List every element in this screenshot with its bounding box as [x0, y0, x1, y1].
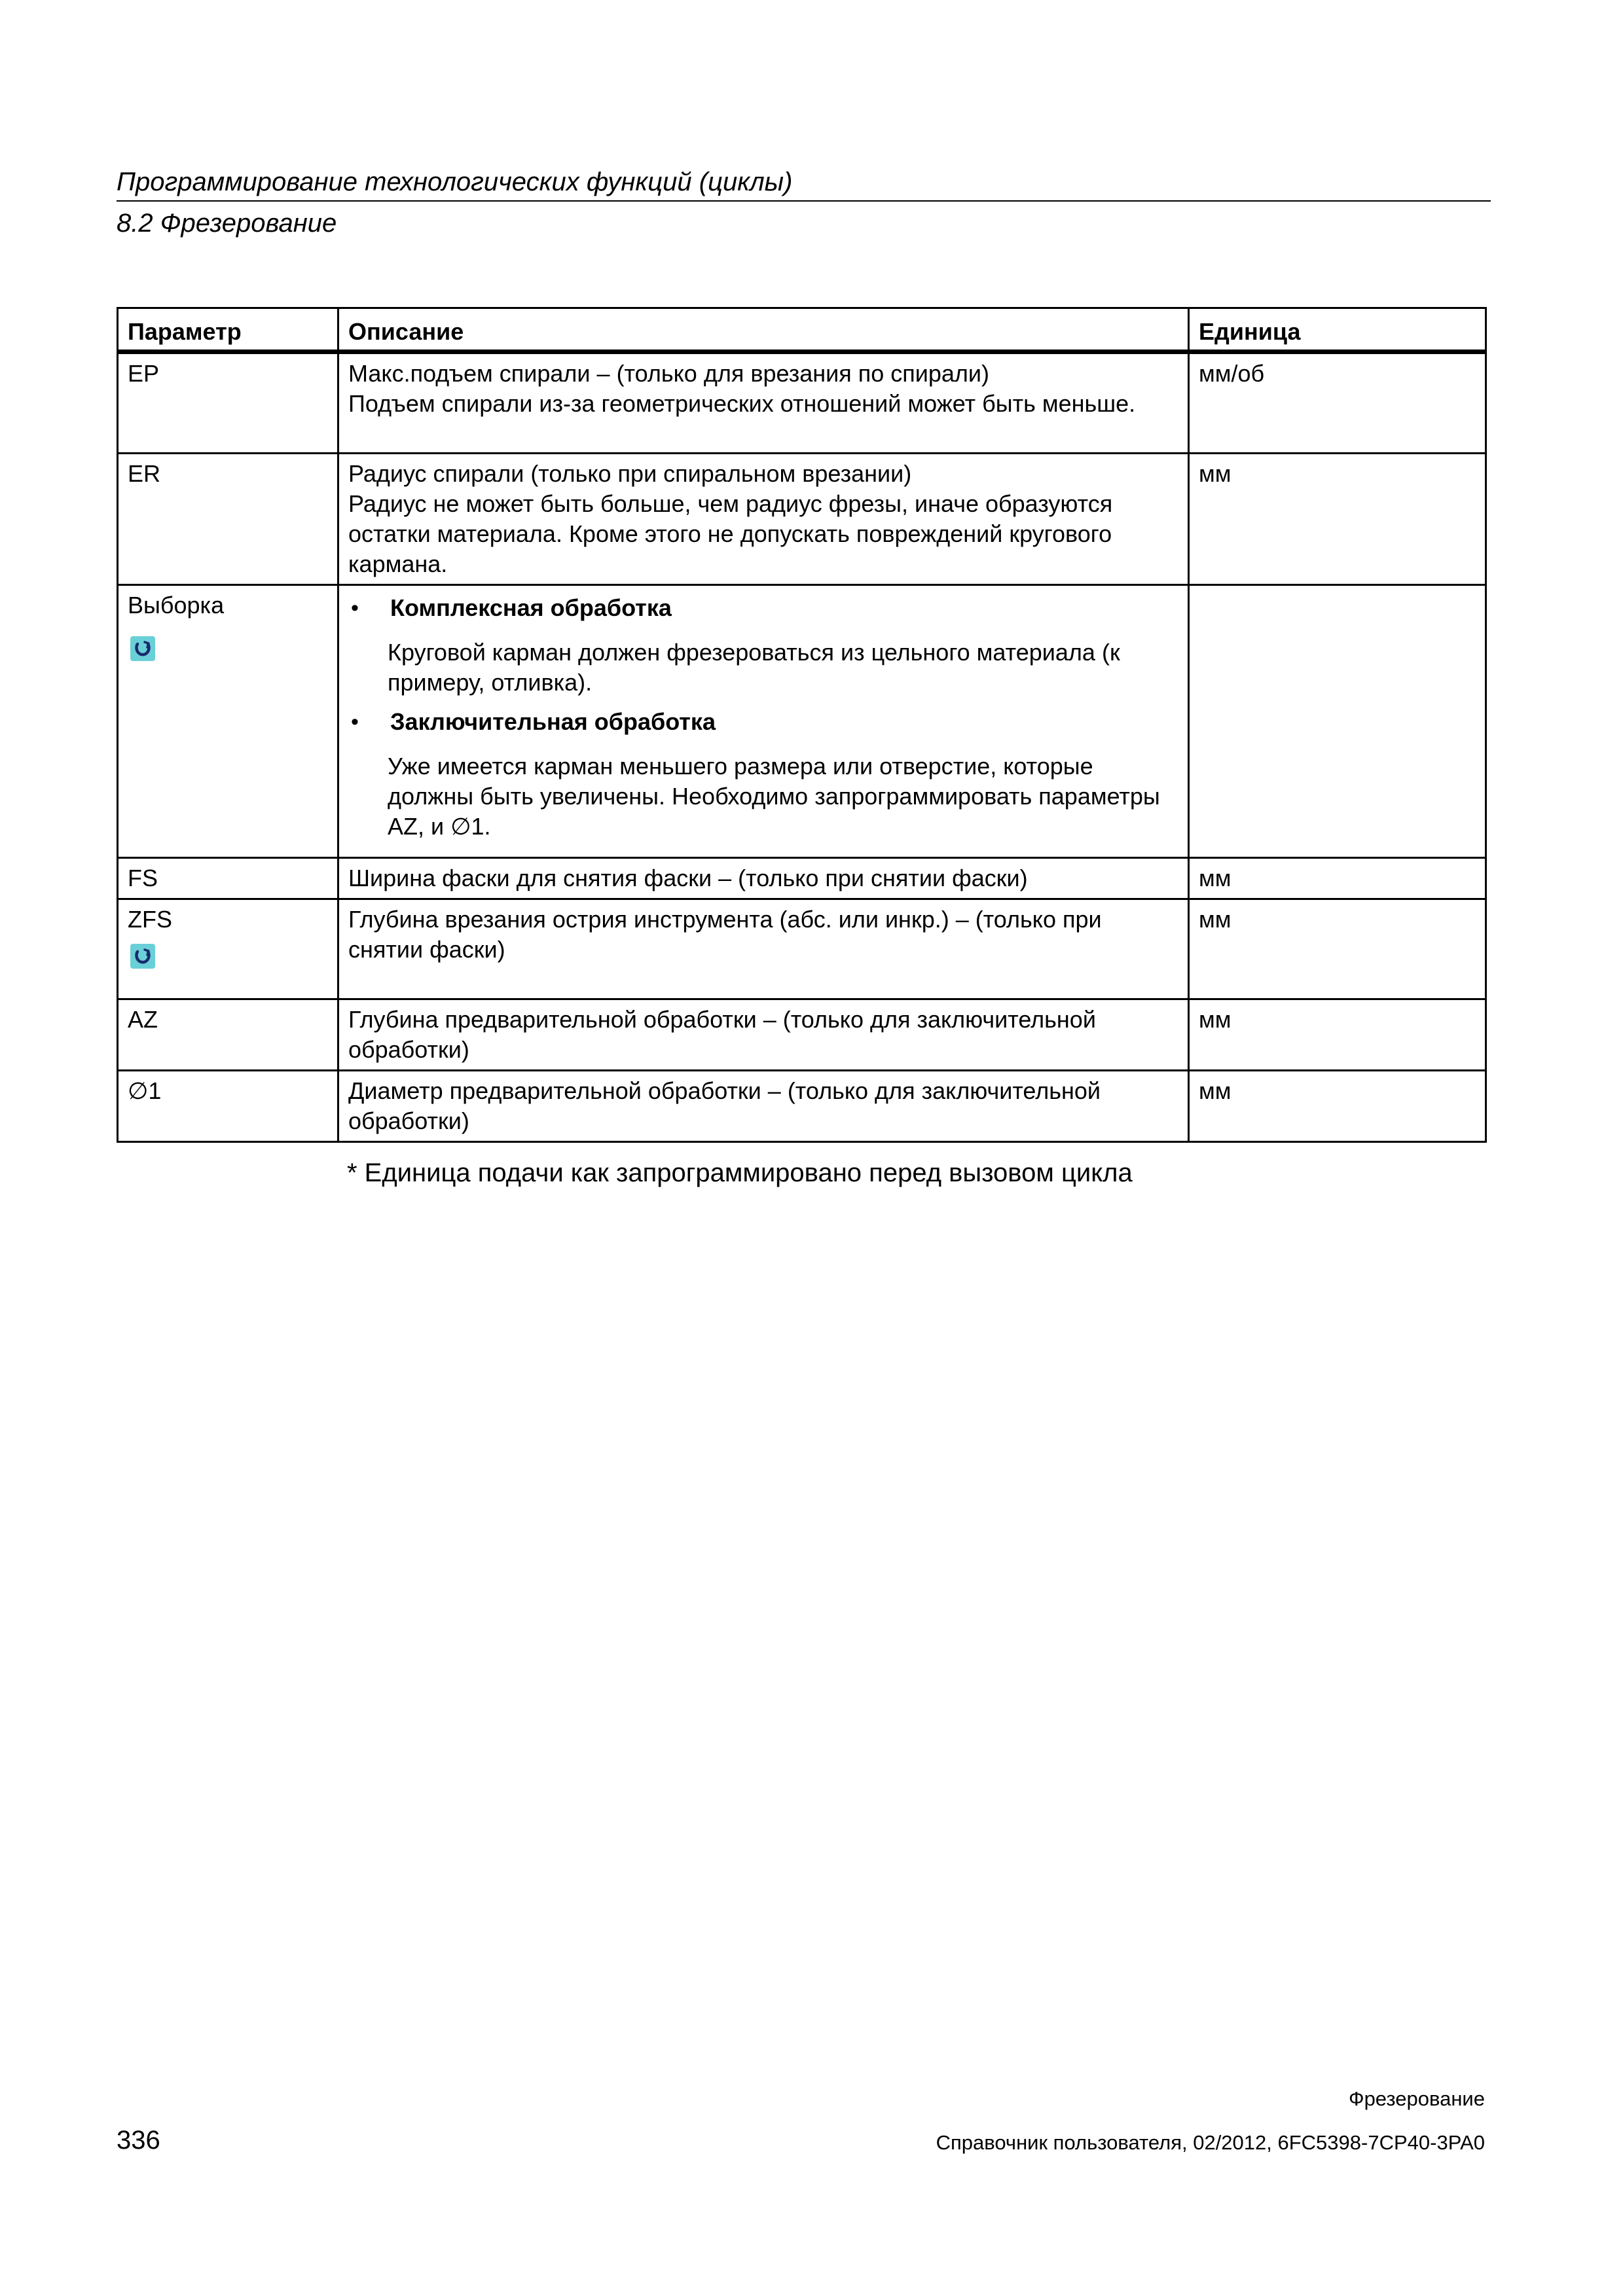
description-line: Глубина предварительной обработки – (только для заключительной обработки): [348, 1006, 1096, 1063]
param-cell: EP: [118, 352, 338, 454]
unit-cell: мм: [1189, 899, 1486, 999]
cycle-toggle-icon: [130, 636, 155, 661]
bullet-title: Комплексная обработка: [390, 594, 672, 621]
bullet-text: Уже имеется карман меньшего размера или отверстие, которые должны быть увеличены. Необходимо запрограммировать параметры AZ, и ∅1.: [388, 753, 1160, 840]
description-line: Макс.подъем спирали – (только для врезания по спирали): [348, 360, 989, 387]
table-header-row: [118, 308, 1486, 352]
footer-title: Фрезерование: [1349, 2087, 1485, 2110]
feed-unit-footnote: * Единица подачи как запрограммировано перед вызовом цикла: [347, 1158, 1133, 1187]
unit-cell: мм/об: [1189, 352, 1486, 454]
description-line: Радиус не может быть больше, чем радиус фрезы, иначе образуются остатки материала. Кроме этого не допускать повреждений кругового кармана.: [348, 490, 1113, 577]
description-line: Радиус спирали (только при спиральном врезании): [348, 460, 912, 487]
description-cell: [338, 999, 1189, 1071]
unit-cell: [1189, 585, 1486, 858]
bullet-text: Круговой карман должен фрезероваться из цельного материала (к примеру, отливка).: [388, 639, 1120, 696]
table-row-diameter1: [118, 1071, 1486, 1142]
param-cell: FS: [118, 858, 338, 899]
unit-cell: мм: [1189, 858, 1486, 899]
param-cell: ∅1: [118, 1071, 338, 1142]
column-header-unit: Единица: [1189, 308, 1486, 352]
header-divider: [117, 200, 1491, 202]
table-row-zfs: [118, 899, 1486, 999]
table-row-az: [118, 999, 1486, 1071]
page-number: 336: [117, 2126, 160, 2155]
table-row-fs: [118, 858, 1486, 899]
description-line: Глубина врезания острия инструмента (абс. или инкр.) – (только при снятии фаски): [348, 906, 1102, 963]
param-cell: [118, 585, 338, 858]
description-line: Подъем спирали из-за геометрических отношений может быть меньше.: [348, 390, 1136, 417]
description-cell: [338, 352, 1189, 454]
description-cell: [338, 899, 1189, 999]
column-header-description: Описание: [338, 308, 1189, 352]
column-header-parameter: Параметр: [118, 308, 338, 352]
description-cell: [338, 454, 1189, 585]
param-cell: ER: [118, 454, 338, 585]
description-line: Ширина фаски для снятия фаски – (только при снятии фаски): [348, 865, 1028, 891]
bullet-title: Заключительная обработка: [390, 708, 716, 735]
chapter-title: Программирование технологических функций (циклы): [117, 168, 793, 196]
unit-cell: мм: [1189, 454, 1486, 585]
table-row-vyborka: [118, 585, 1486, 858]
bullet-marker: •: [351, 596, 359, 620]
param-cell: AZ: [118, 999, 338, 1071]
cycle-toggle-icon: [130, 944, 155, 969]
unit-cell: мм: [1189, 1071, 1486, 1142]
table-row-er: [118, 454, 1486, 585]
param-label: ZFS: [128, 906, 172, 933]
footer-reference: Справочник пользователя, 02/2012, 6FC5398-7CP40-3PA0: [936, 2131, 1485, 2154]
section-title: 8.2 Фрезерование: [117, 209, 337, 238]
description-cell: [338, 1071, 1189, 1142]
bullet-item: [348, 593, 1178, 623]
param-cell: [118, 899, 338, 999]
description-cell: [338, 585, 1189, 858]
unit-cell: мм: [1189, 999, 1486, 1071]
table-row-ep: [118, 352, 1486, 454]
description-line: Диаметр предварительной обработки – (только для заключительной обработки): [348, 1077, 1101, 1134]
bullet-marker: •: [351, 709, 359, 734]
bullet-item: [348, 707, 1178, 737]
param-label: Выборка: [128, 592, 225, 619]
parameter-table: [117, 307, 1487, 1143]
description-cell: [338, 858, 1189, 899]
